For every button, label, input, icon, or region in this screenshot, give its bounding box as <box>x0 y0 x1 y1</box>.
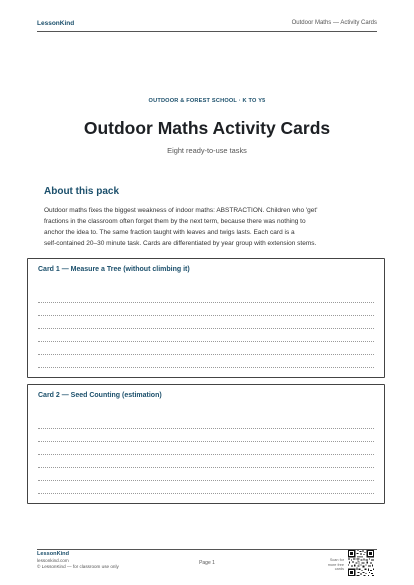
writing-line <box>38 493 374 494</box>
writing-line <box>38 367 374 368</box>
writing-line <box>38 354 374 355</box>
footer-url[interactable]: lessonkind.com <box>37 558 69 563</box>
page-subtitle: Eight ready-to-use tasks <box>167 146 247 155</box>
about-heading: About this pack <box>44 186 120 197</box>
writing-line <box>38 302 374 303</box>
activity-card-2 <box>27 384 385 504</box>
scan-caption-line: Scan for <box>329 558 344 562</box>
footer-brand: LessonKind <box>37 551 70 557</box>
footer-copyright: © LessonKind — for classroom use only <box>37 564 119 569</box>
about-line: anchor the idea to. The same fraction taught with leaves and twigs lasts. Each card is a <box>44 229 295 236</box>
writing-line <box>38 441 374 442</box>
eyebrow-label: OUTDOOR & FOREST SCHOOL · K TO Y5 <box>148 98 266 104</box>
writing-line <box>38 328 374 329</box>
about-line: Outdoor maths fixes the biggest weakness of indoor maths: ABSTRACTION. Children who 'get' <box>44 207 318 214</box>
writing-lines <box>38 259 374 377</box>
writing-line <box>38 467 374 468</box>
writing-line <box>38 480 374 481</box>
page-header <box>37 16 377 30</box>
card-title: Card 1 — Measure a Tree (without climbing it) <box>38 266 190 273</box>
activity-card-1 <box>27 258 385 378</box>
header-brand: LessonKind <box>37 19 75 27</box>
about-paragraph <box>44 205 374 249</box>
footer-divider <box>37 549 377 550</box>
qr-code-icon[interactable] <box>348 550 374 576</box>
writing-line <box>38 454 374 455</box>
header-divider <box>37 31 377 32</box>
header-title: Outdoor Maths — Activity Cards <box>291 20 377 26</box>
page-number: Page 1 <box>199 560 215 566</box>
card-title: Card 2 — Seed Counting (estimation) <box>38 392 162 399</box>
page-title: Outdoor Maths Activity Cards <box>83 118 331 138</box>
about-line: fractions in the classroom often forget them by the next term, because there was nothing to <box>44 218 306 225</box>
scan-caption <box>322 558 344 572</box>
writing-line <box>38 428 374 429</box>
writing-line <box>38 341 374 342</box>
scan-caption-line: more free cards <box>327 562 344 571</box>
writing-line <box>38 315 374 316</box>
about-line: self-contained 20–30 minute task. Cards are differentiated by year group with extension stems. <box>44 240 317 247</box>
writing-lines <box>38 385 374 503</box>
